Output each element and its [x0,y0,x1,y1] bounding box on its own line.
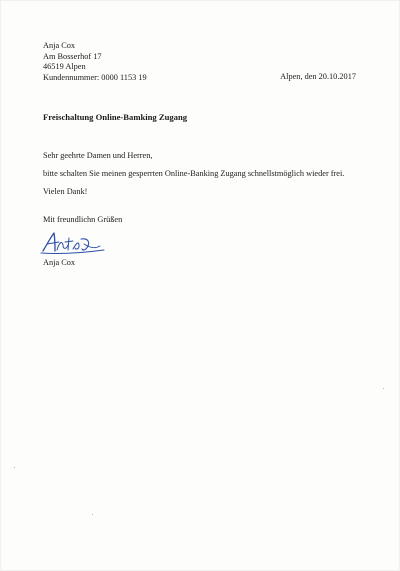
scan-speck [383,388,384,389]
salutation: Sehr geehrte Damen und Herren, [43,151,153,160]
customer-number: Kundennummer: 0000 1153 19 [43,72,147,82]
scan-speck [92,514,93,515]
handwritten-signature [38,229,106,255]
closing-phrase: Mit freundlichn Grüßen [43,215,123,224]
scan-speck [14,467,15,468]
sender-street: Am Bosserhof 17 [43,51,102,61]
signer-name: Anja Cox [43,258,76,267]
sender-address-block [43,41,147,83]
thanks-line: Vielen Dank! [43,187,88,196]
letter-body: bitte schalten Sie meinen gesperrten Online-Banking Zugang schnellstmöglich wieder frei. [43,169,345,178]
place-and-date: Alpen, den 20.10.2017 [280,72,356,81]
letter-subject: Freischaltung Online-Bamking Zugang [43,112,188,122]
sender-city: 46519 Alpen [43,62,86,71]
sender-name: Anja Cox [43,41,76,50]
